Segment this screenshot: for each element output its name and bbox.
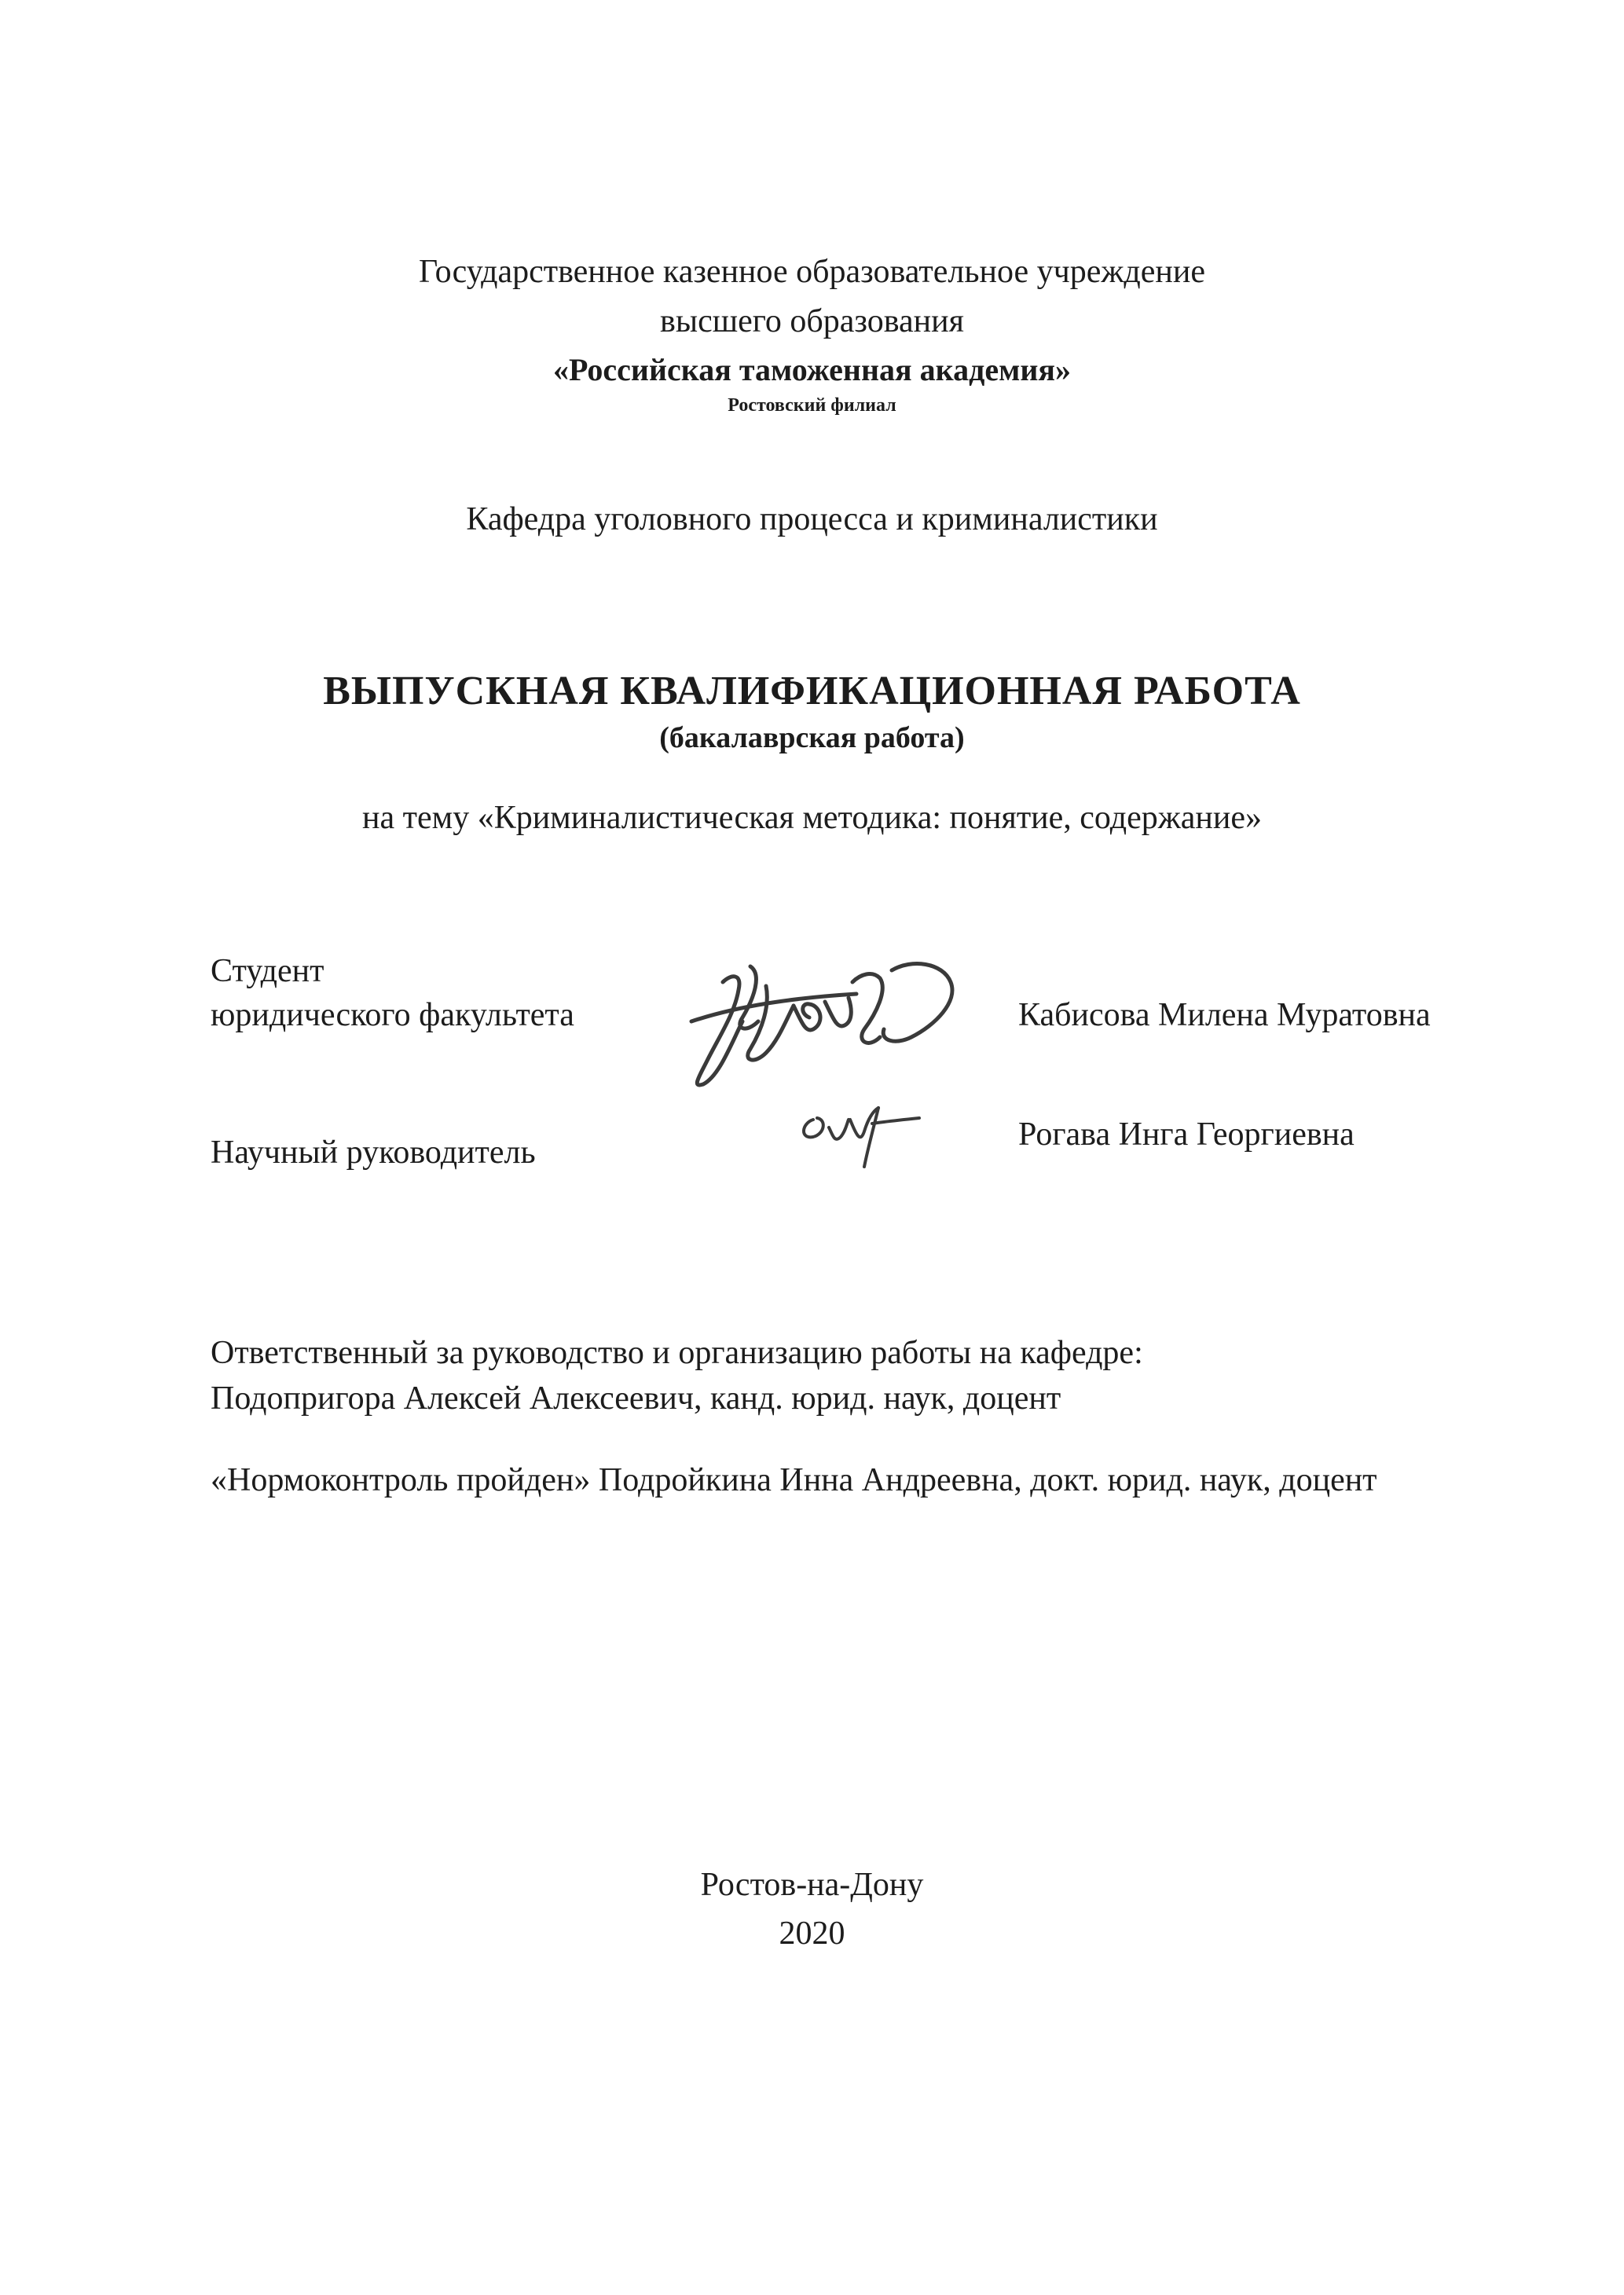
normcontrol-line: «Нормоконтроль пройден» Подройкина Инна Андреевна, докт. юрид. наук, доцент (211, 1462, 1377, 1498)
footer-city: Ростов-на-Дону (700, 1867, 924, 1903)
document-topic: на тему «Криминалистическая методика: понятие, содержание» (362, 800, 1262, 836)
institution-line-2: высшего образования (660, 303, 964, 339)
branch-name: Ростовский филиал (728, 395, 896, 416)
document-subtitle: (бакалаврская работа) (659, 721, 965, 754)
supervisor-name: Рогава Инга Георгиевна (1018, 1116, 1355, 1153)
supervisor-label: Научный руководитель (211, 1135, 536, 1171)
footer-year: 2020 (779, 1916, 845, 1952)
department-name: Кафедра уголовного процесса и криминалистики (466, 501, 1158, 537)
academy-name: «Российская таможенная академия» (552, 352, 1072, 387)
supervisor-signature-icon (786, 1088, 927, 1175)
student-signature-icon (676, 951, 974, 1108)
student-name: Кабисова Милена Муратовна (1018, 997, 1431, 1033)
student-label-line-2: юридического факультета (211, 997, 574, 1033)
responsible-line-1: Ответственный за руководство и организацию работы на кафедре: (211, 1335, 1143, 1371)
student-label-line-1: Студент (211, 953, 324, 989)
institution-line-1: Государственное казенное образовательное учреждение (419, 254, 1205, 290)
document-title: ВЫПУСКНАЯ КВАЛИФИКАЦИОННАЯ РАБОТА (323, 669, 1301, 713)
responsible-line-2: Подопригора Алексей Алексеевич, канд. юрид. наук, доцент (211, 1380, 1061, 1417)
